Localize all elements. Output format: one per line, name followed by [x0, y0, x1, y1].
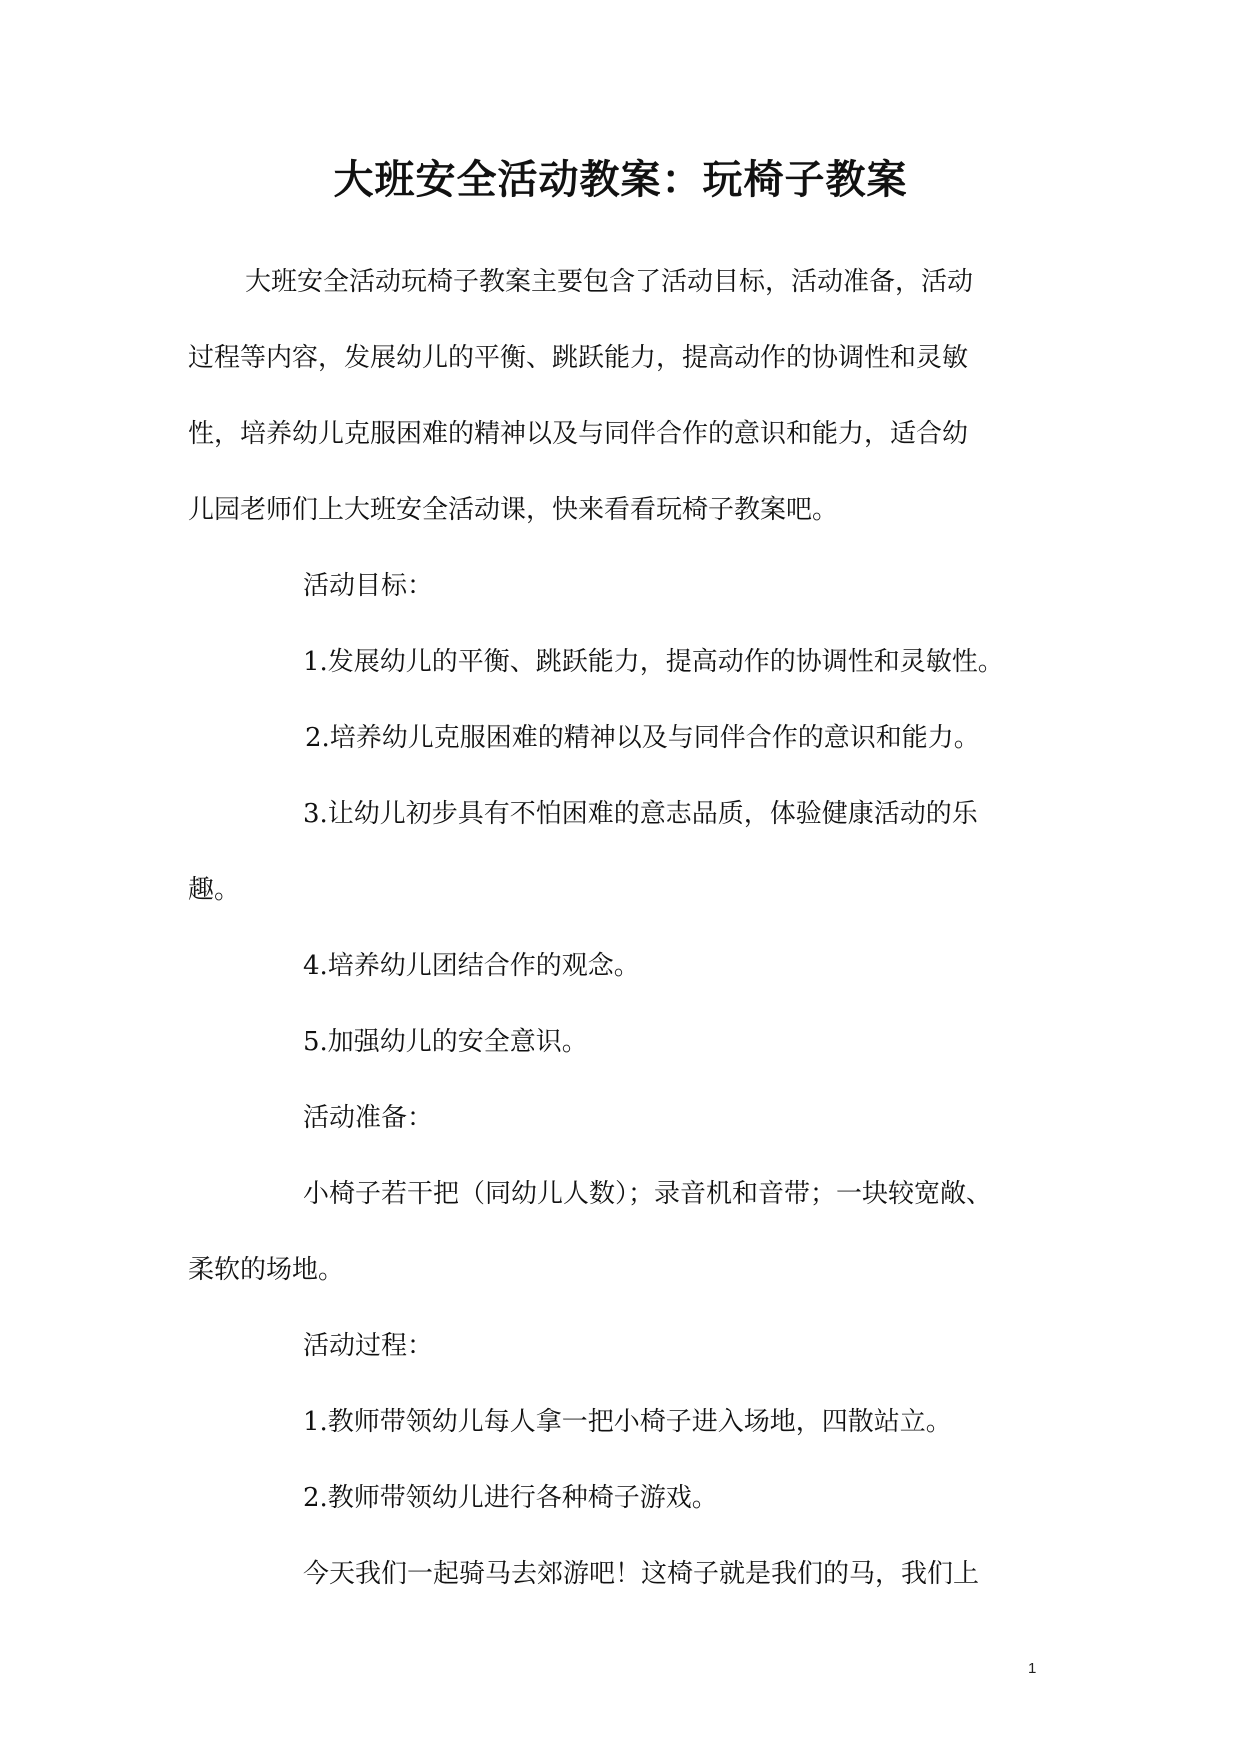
intro-line: 大班安全活动玩椅子教案主要包含了活动目标，活动准备，活动 [245, 267, 974, 297]
section-heading-prep: 活动准备： [303, 1103, 434, 1133]
goal-item: 3.让幼儿初步具有不怕困难的意志品质，体验健康活动的乐 [303, 799, 978, 829]
goal-item: 1.发展幼儿的平衡、跳跃能力，提高动作的协调性和灵敏性。 [303, 647, 1004, 677]
process-item: 1.教师带领幼儿每人拿一把小椅子进入场地，四散站立。 [303, 1407, 952, 1437]
goal-item-continuation: 趣。 [188, 875, 241, 905]
intro-line: 儿园老师们上大班安全活动课，快来看看玩椅子教案吧。 [188, 495, 839, 525]
process-text: 今天我们一起骑马去郊游吧！这椅子就是我们的马，我们上 [303, 1559, 980, 1589]
goal-item: 2.培养幼儿克服困难的精神以及与同伴合作的意识和能力。 [305, 723, 980, 753]
section-heading-goals: 活动目标： [303, 571, 434, 601]
section-heading-process: 活动过程： [303, 1331, 434, 1361]
intro-line: 过程等内容，发展幼儿的平衡、跳跃能力，提高动作的协调性和灵敏 [188, 343, 969, 373]
process-item: 2.教师带领幼儿进行各种椅子游戏。 [303, 1483, 718, 1513]
page-number: 1 [1028, 1660, 1037, 1677]
intro-line: 性，培养幼儿克服困难的精神以及与同伴合作的意识和能力，适合幼 [188, 419, 969, 449]
goal-item: 5.加强幼儿的安全意识。 [303, 1027, 588, 1057]
document-title: 大班安全活动教案：玩椅子教案 [333, 156, 908, 203]
goal-item: 4.培养幼儿团结合作的观念。 [303, 951, 640, 981]
prep-line: 小椅子若干把（同幼儿人数）；录音机和音带；一块较宽敞、 [303, 1179, 993, 1209]
prep-line: 柔软的场地。 [188, 1255, 345, 1285]
